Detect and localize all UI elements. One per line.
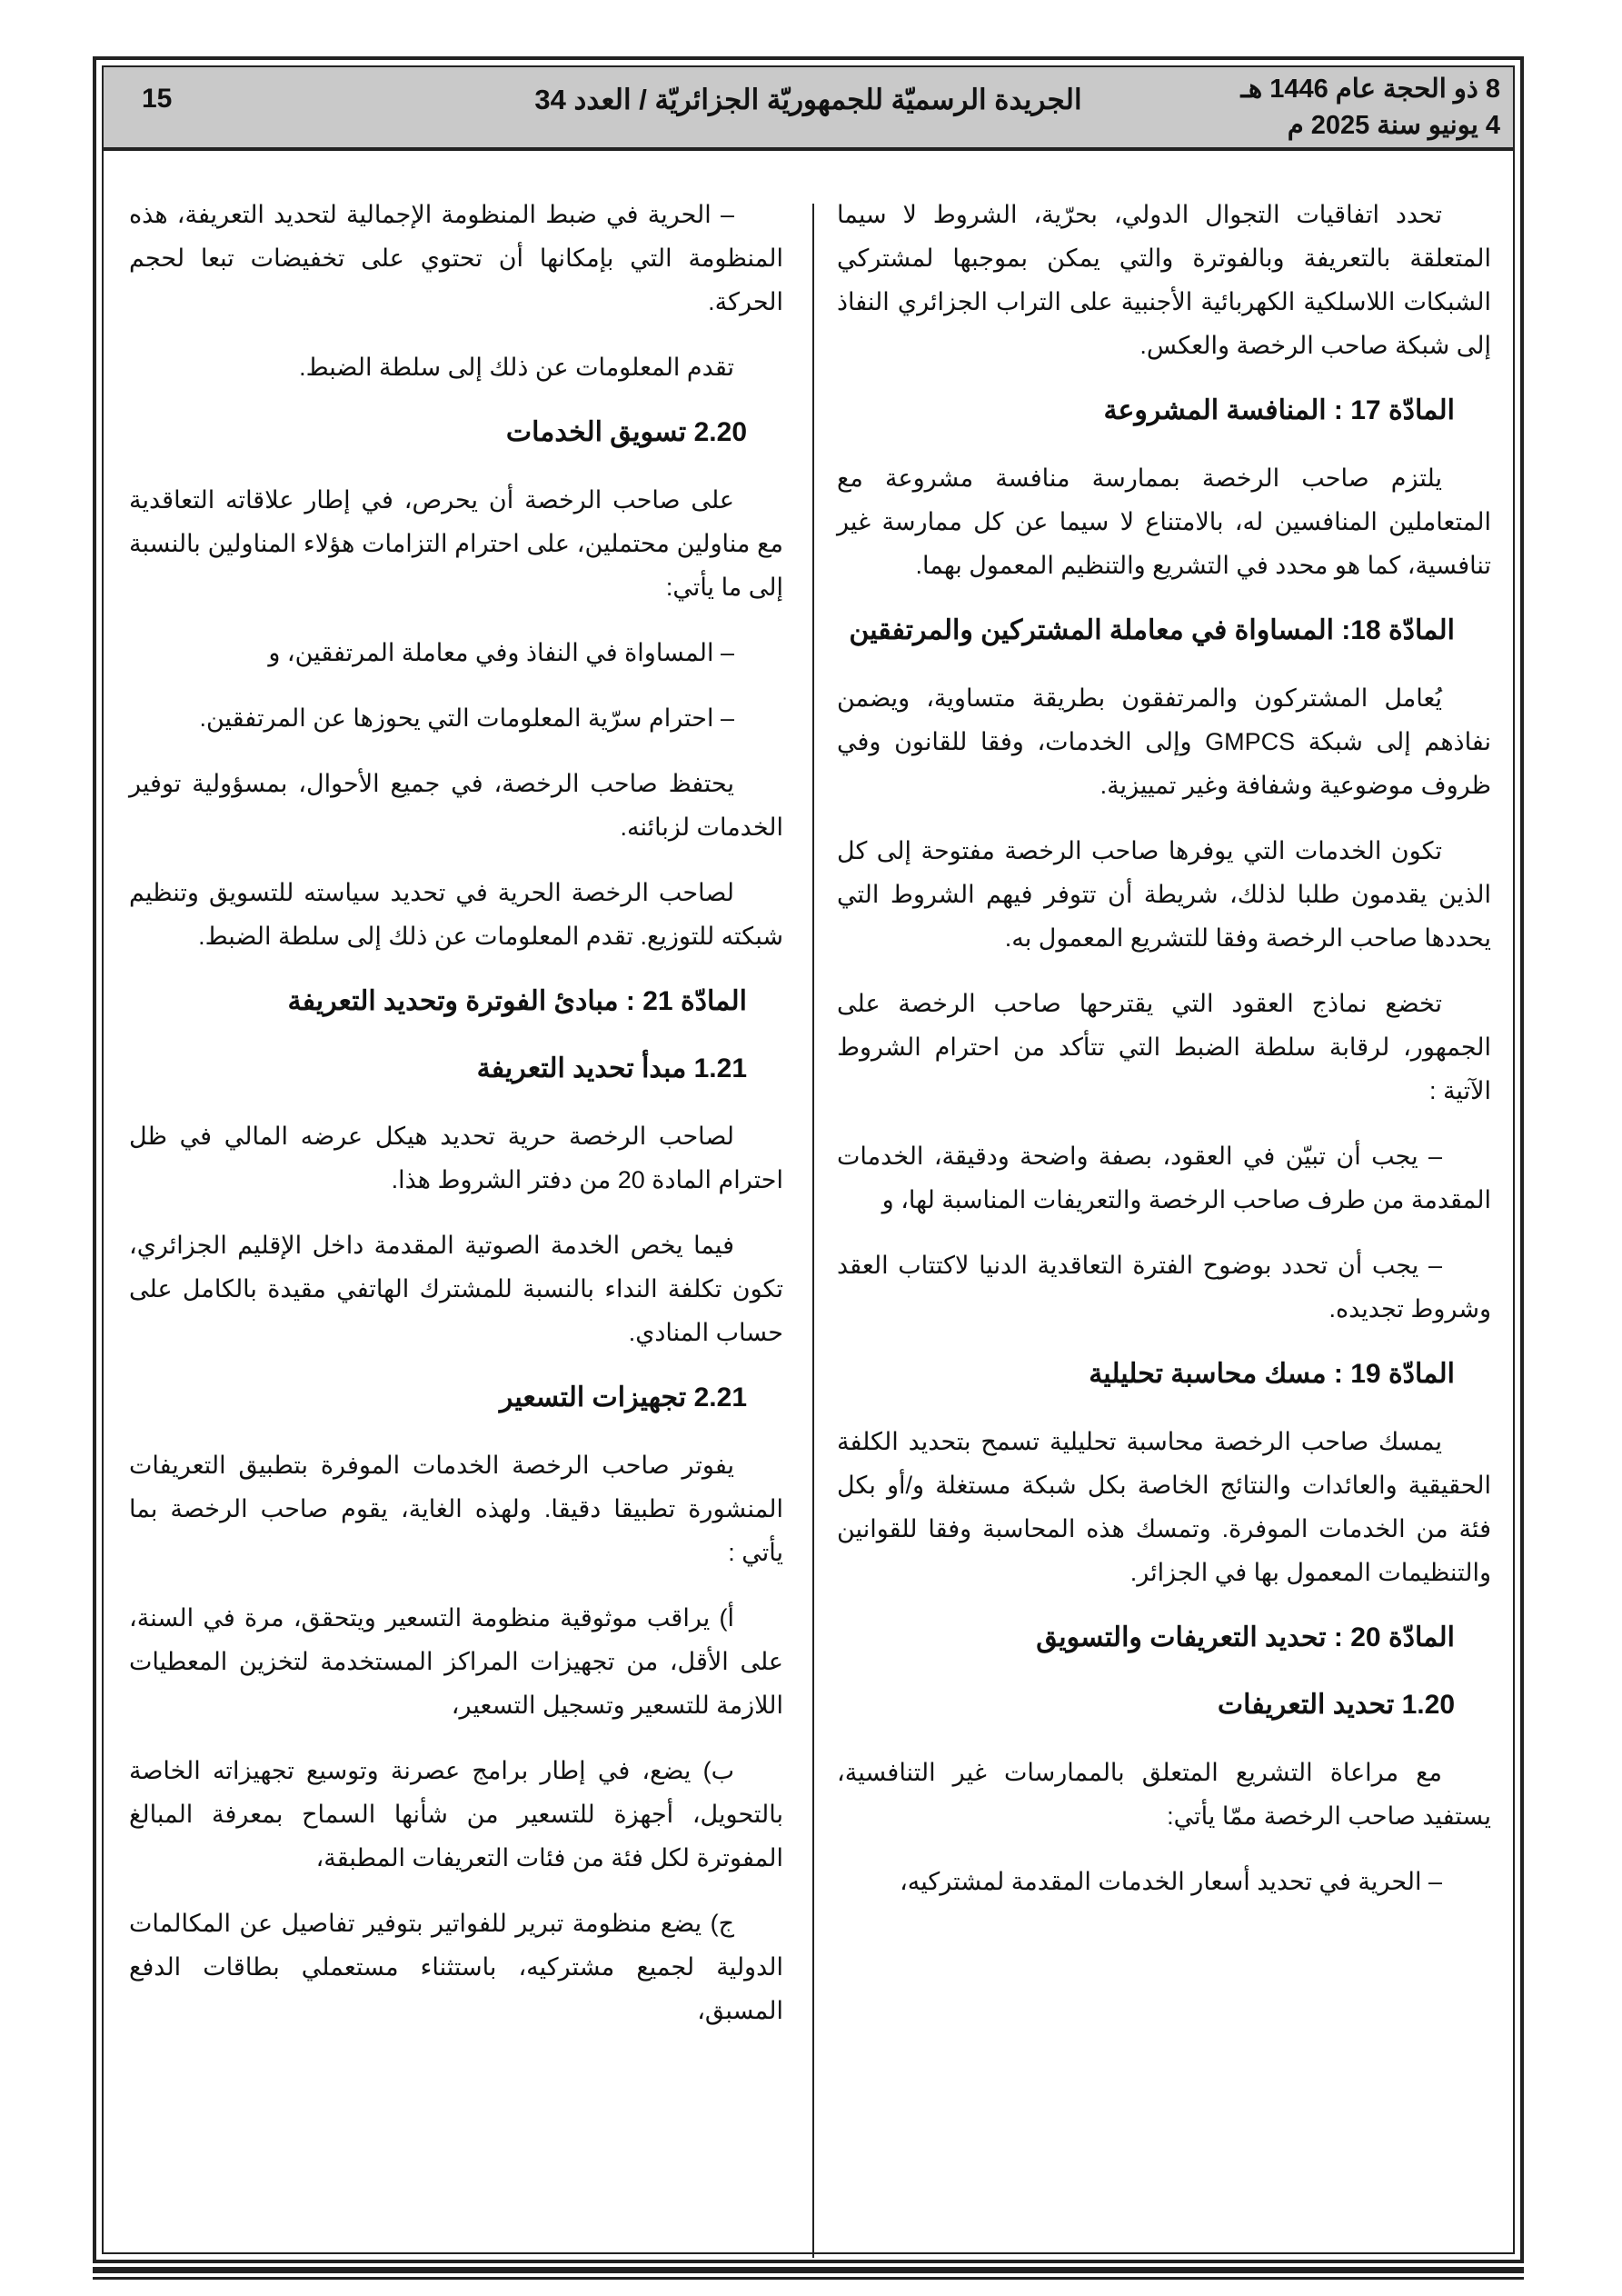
article-heading: المادّة 18: المساواة في معاملة المشتركين والمرتفقين — [849, 615, 1455, 645]
paragraph: لصاحب الرخصة الحرية في تحديد سياسته للتسويق وتنظيم شبكته للتوزيع. تقدم المعلومات عن ذلك إلى سلطة الضبط. — [129, 879, 783, 950]
page-header — [104, 67, 1513, 151]
paragraph: تحدد اتفاقيات التجوال الدولي، بحرّية، الشروط لا سيما المتعلقة بالتعريفة وبالفوترة والتي يمكن بموجبها لمشتركي الشبكات اللاسلكية الكهربائية الأجنبية على التراب الجزائري النفاذ إلى شبكة صاحب الرخصة والعكس. — [837, 201, 1491, 359]
article-heading: المادّة 17 : المنافسة المشروعة — [1103, 395, 1455, 425]
article-heading: المادّة 20 : تحديد التعريفات والتسويق — [1036, 1622, 1455, 1652]
article-heading: المادّة 19 : مسك محاسبة تحليلية — [1089, 1359, 1455, 1389]
column-divider — [812, 204, 814, 2258]
header-date-hijri: 8 ذو الحجة عام 1446 هـ — [1240, 75, 1500, 104]
paragraph: – الحرية في ضبط المنظومة الإجمالية لتحديد التعريفة، هذه المنظومة التي بإمكانها أن تحتوي على تخفيضات تبعا لحجم الحركة. — [129, 201, 783, 315]
right-column — [837, 193, 1491, 1925]
paragraph: على صاحب الرخصة أن يحرص، في إطار علاقاته التعاقدية مع مناولين محتملين، على احترام التزامات هؤلاء المناولين بالنسبة إلى ما يأتي: — [129, 486, 783, 601]
page-frame-inner — [102, 65, 1515, 2254]
paragraph: أ) يراقب موثوقية منظومة التسعير ويتحقق، مرة في السنة، على الأقل، من تجهيزات المراكز المستخدمة لتخزين المعطيات اللازمة للتسعير وتسجيل التسعير، — [129, 1604, 783, 1719]
paragraph: يلتزم صاحب الرخصة بممارسة منافسة مشروعة مع المتعاملين المنافسين له، بالامتناع لا سيما عن كل ممارسة غير تنافسية، كما هو محدد في التشريع والتنظيم المعمول بهما. — [837, 464, 1491, 579]
paragraph: – المساواة في النفاذ وفي معاملة المرتفقين، و — [268, 639, 734, 666]
gazette-title: الجريدة الرسميّة للجمهوريّة الجزائريّة / العدد 34 — [534, 84, 1082, 115]
paragraph: تقدم المعلومات عن ذلك إلى سلطة الضبط. — [299, 354, 734, 381]
header-date-gregorian: 4 يونيو سنة 2025 م — [1287, 111, 1500, 140]
left-column — [129, 193, 783, 2054]
paragraph: – يجب أن تحدد بوضوح الفترة التعاقدية الدنيا لاكتتاب العقد وشروط تجديده. — [837, 1252, 1491, 1323]
paragraph: فيما يخص الخدمة الصوتية المقدمة داخل الإقليم الجزائري، تكون تكلفة النداء بالنسبة للمشترك الهاتفي مقيدة بالكامل على حساب المنادي. — [129, 1232, 783, 1346]
paragraph: ج) يضع منظومة تبرير للفواتير بتوفير تفاصيل عن المكالمات الدولية لجميع مشتركيه، باستثناء مستعملي بطاقات الدفع المسبق، — [129, 1910, 783, 2024]
paragraph: يمسك صاحب الرخصة محاسبة تحليلية تسمح بتحديد الكلفة الحقيقية والعائدات والنتائج الخاصة بكل شبكة مستغلة و/أو بكل فئة من الخدمات الموفرة. وتمسك هذه المحاسبة وفقا للقوانين والتنظيمات المعمول بها في الجزائر. — [837, 1428, 1491, 1586]
paragraph: يفوتر صاحب الرخصة الخدمات الموفرة بتطبيق التعريفات المنشورة تطبيقا دقيقا. ولهذه الغاية، يقوم صاحب الرخصة بما يأتي : — [129, 1452, 783, 1566]
page-frame — [93, 56, 1524, 2263]
article-heading: المادّة 21 : مبادئ الفوترة وتحديد التعريفة — [287, 986, 747, 1016]
article-heading: 1.20 تحديد التعريفات — [1217, 1690, 1455, 1720]
paragraph: تخضع نماذج العقود التي يقترحها صاحب الرخصة على الجمهور، لرقابة سلطة الضبط التي تتأكد من احترام الشروط الآتية : — [837, 990, 1491, 1104]
article-heading: 1.21 مبدأ تحديد التعريفة — [476, 1053, 747, 1083]
paragraph: تكون الخدمات التي يوفرها صاحب الرخصة مفتوحة إلى كل الذين يقدمون طلبا لذلك، شريطة أن تتوفر فيهم الشروط التي يحددها صاحب الرخصة وفقا للتشريع المعمول به. — [837, 837, 1491, 952]
article-heading: 2.20 تسويق الخدمات — [505, 417, 747, 447]
paragraph: – احترام سرّية المعلومات التي يحوزها عن المرتفقين. — [199, 704, 734, 732]
bottom-rule-thin — [93, 2277, 1524, 2280]
paragraph: مع مراعاة التشريع المتعلق بالممارسات غير التنافسية، يستفيد صاحب الرخصة ممّا يأتي: — [837, 1759, 1491, 1830]
paragraph: يحتفظ صاحب الرخصة، في جميع الأحوال، بمسؤولية توفير الخدمات لزبائنه. — [129, 770, 783, 841]
bottom-rule-thick — [93, 2267, 1524, 2273]
paragraph: – يجب أن تبيّن في العقود، بصفة واضحة ودقيقة، الخدمات المقدمة من طرف صاحب الرخصة والتعريفات المناسبة لها، و — [837, 1143, 1491, 1213]
paragraph: – الحرية في تحديد أسعار الخدمات المقدمة لمشتركيه، — [900, 1868, 1442, 1895]
article-heading: 2.21 تجهيزات التسعير — [499, 1383, 747, 1413]
paragraph: ب) يضع، في إطار برامج عصرنة وتوسيع تجهيزاته الخاصة بالتحويل، أجهزة للتسعير من شأنها السماح بمعرفة المبالغ المفوترة لكل فئة من فئات التعريفات المطبقة، — [129, 1757, 783, 1872]
paragraph: لصاحب الرخصة حرية تحديد هيكل عرضه المالي في ظل احترام المادة 20 من دفتر الشروط هذا. — [129, 1123, 783, 1193]
page-number: 15 — [142, 84, 173, 114]
paragraph: يُعامل المشتركون والمرتفقون بطريقة متساوية، ويضمن نفاذهم إلى شبكة GMPCS وإلى الخدمات، وفقا للقانون وفي ظروف موضوعية وشفافة وغير تمييزية. — [837, 684, 1491, 799]
